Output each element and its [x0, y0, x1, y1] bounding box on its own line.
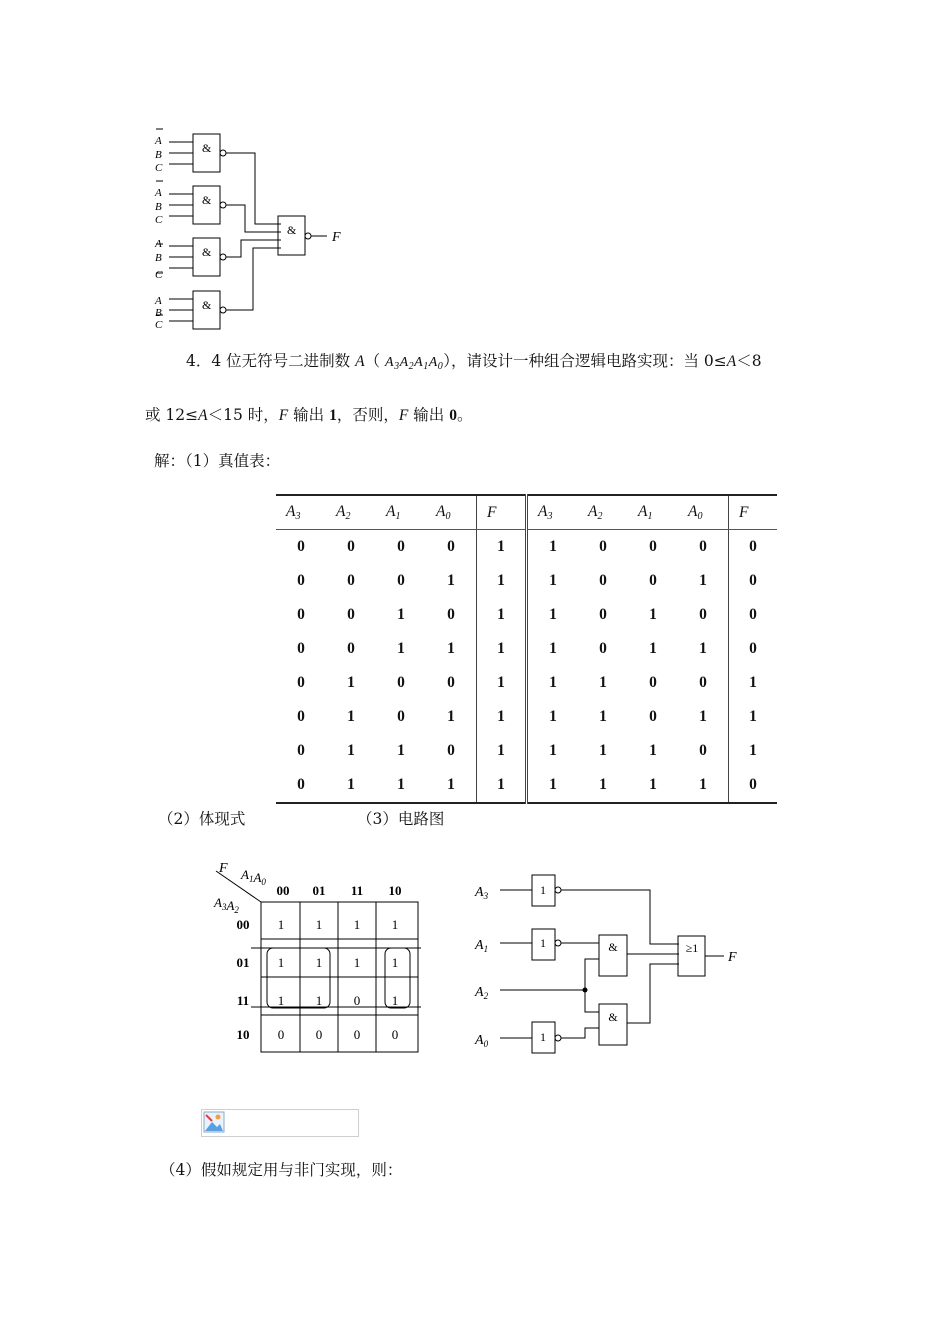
table-cell: 1	[649, 776, 657, 793]
svg-text:A: A	[155, 238, 162, 250]
header-cell: $A_0$	[426, 495, 477, 530]
table-cell: 0	[599, 538, 607, 555]
table-row	[276, 666, 777, 700]
header-cell: $A_1$	[628, 495, 678, 530]
svg-text:1: 1	[540, 1030, 546, 1044]
table-cell: 1	[477, 734, 527, 768]
kmap-cell: 0	[391, 1027, 399, 1042]
input-label: $A_1$	[475, 938, 489, 954]
kmap-col-var: $A_1A_0$	[241, 867, 266, 887]
table-cell: 1	[397, 776, 405, 793]
input-label: $A_3$	[475, 885, 489, 901]
svg-text:&: &	[202, 245, 212, 259]
table-cell: 1	[729, 666, 778, 700]
svg-text:11: 11	[350, 883, 364, 898]
table-cell: 1	[699, 572, 707, 589]
kmap-cell: 1	[315, 917, 323, 932]
table-cell: 0	[729, 768, 778, 803]
table-row	[276, 564, 777, 598]
table-cell: 1	[699, 640, 707, 657]
table-cell: 0	[649, 572, 657, 589]
table-cell: 1	[649, 606, 657, 623]
table-cell: 1	[347, 776, 355, 793]
table-cell: 1	[447, 776, 455, 793]
table-row	[276, 734, 777, 768]
kmap-row-var: $A_3A_2$	[214, 895, 239, 915]
table-cell: 0	[347, 606, 355, 623]
header-cell: $A_3$	[276, 495, 326, 530]
svg-text:&: &	[608, 1010, 618, 1024]
table-cell: 1	[649, 742, 657, 759]
table-cell: 0	[397, 708, 405, 725]
truth-table	[276, 494, 777, 804]
svg-text:C: C	[155, 269, 163, 281]
svg-text:01: 01	[236, 955, 250, 970]
header-cell: F	[477, 495, 527, 530]
table-cell: 0	[447, 606, 455, 623]
table-cell: 1	[527, 632, 579, 666]
input-label: $A_2$	[475, 985, 489, 1001]
input-label: $A_0$	[475, 1033, 489, 1049]
svg-text:A: A	[155, 295, 162, 307]
table-cell: 0	[599, 572, 607, 589]
section-4-label: （4）假如规定用与非门实现，则：	[160, 1161, 403, 1179]
table-cell: 1	[447, 640, 455, 657]
karnaugh-map	[205, 855, 430, 1060]
problem-line-1: 4．4 位无符号二进制数 A（ $A_3A_2A_1A_0$），请设计一种组合逻辑电路实现：当 0≤A＜8	[186, 352, 762, 372]
header-cell: $A_2$	[326, 495, 376, 530]
svg-text:C: C	[155, 214, 163, 226]
truth-table-header	[276, 495, 777, 530]
binary-word: $A_3A_2A_1A_0$	[385, 355, 444, 372]
kmap-cell: 1	[277, 993, 285, 1008]
svg-text:10: 10	[388, 883, 402, 898]
table-cell: 0	[297, 538, 305, 555]
table-cell: 0	[297, 674, 305, 691]
table-cell: 0	[447, 674, 455, 691]
svg-text:&: &	[202, 193, 212, 207]
svg-text:&: &	[287, 223, 297, 237]
table-row	[276, 768, 777, 803]
table-cell: 1	[729, 700, 778, 734]
kmap-cell: 1	[315, 993, 323, 1008]
table-cell: 1	[477, 666, 527, 700]
svg-text:A: A	[155, 135, 162, 147]
table-cell: 1	[527, 564, 579, 598]
kmap-cell: 1	[353, 917, 361, 932]
table-cell: 1	[527, 700, 579, 734]
svg-text:11: 11	[236, 993, 250, 1008]
section-2-label: （2）体现式	[158, 810, 246, 828]
header-cell: $A_2$	[578, 495, 628, 530]
svg-text:F: F	[332, 230, 341, 245]
kmap-cell: 1	[315, 955, 323, 970]
table-cell: 0	[297, 606, 305, 623]
section-3-label: （3）电路图	[357, 810, 445, 828]
table-cell: 0	[297, 708, 305, 725]
table-cell: 1	[477, 700, 527, 734]
kmap-cell: 1	[353, 955, 361, 970]
header-cell: $A_1$	[376, 495, 426, 530]
table-cell: 1	[397, 640, 405, 657]
table-cell: 1	[477, 598, 527, 632]
table-cell: 1	[599, 742, 607, 759]
svg-text:C: C	[155, 319, 163, 331]
table-cell: 1	[347, 742, 355, 759]
table-cell: 0	[699, 674, 707, 691]
svg-text:00: 00	[236, 917, 250, 932]
table-cell: 0	[297, 776, 305, 793]
table-cell: 0	[729, 564, 778, 598]
table-cell: 1	[447, 708, 455, 725]
table-cell: 0	[729, 598, 778, 632]
table-cell: 0	[699, 742, 707, 759]
table-cell: 0	[447, 742, 455, 759]
table-cell: 0	[649, 538, 657, 555]
nand-circuit-diagram	[145, 120, 360, 335]
table-cell: 0	[347, 640, 355, 657]
svg-text:1: 1	[540, 936, 546, 950]
svg-text:≥1: ≥1	[685, 941, 699, 955]
svg-text:F: F	[728, 950, 737, 965]
table-cell: 0	[447, 538, 455, 555]
table-cell: 1	[397, 742, 405, 759]
table-cell: 1	[447, 572, 455, 589]
table-cell: 0	[397, 572, 405, 589]
logic-circuit-diagram	[470, 860, 750, 1060]
kmap-cell: 0	[315, 1027, 323, 1042]
table-cell: 0	[347, 572, 355, 589]
table-cell: 1	[477, 530, 527, 565]
table-cell: 0	[699, 606, 707, 623]
kmap-cell: 0	[277, 1027, 285, 1042]
table-cell: 0	[599, 640, 607, 657]
table-cell: 0	[297, 640, 305, 657]
table-cell: 0	[297, 572, 305, 589]
kmap-cell: 1	[277, 917, 285, 932]
table-cell: 1	[527, 734, 579, 768]
image-placeholder	[201, 1109, 359, 1137]
header-cell: $A_3$	[527, 495, 579, 530]
table-cell: 1	[477, 768, 527, 803]
table-cell: 1	[527, 598, 579, 632]
table-row	[276, 598, 777, 632]
table-cell: 1	[729, 734, 778, 768]
table-cell: 1	[599, 708, 607, 725]
table-cell: 1	[527, 666, 579, 700]
svg-text:F: F	[219, 861, 228, 876]
kmap-cell: 0	[353, 1027, 361, 1042]
table-row	[276, 700, 777, 734]
solution-heading: 解：（1）真值表：	[154, 452, 281, 470]
header-cell: F	[729, 495, 778, 530]
table-cell: 0	[347, 538, 355, 555]
table-cell: 0	[649, 708, 657, 725]
header-cell: $A_0$	[678, 495, 729, 530]
table-cell: 0	[397, 538, 405, 555]
table-cell: 0	[397, 674, 405, 691]
table-cell: 0	[599, 606, 607, 623]
broken-image-icon	[203, 1111, 225, 1133]
svg-text:B: B	[155, 252, 162, 264]
table-cell: 1	[347, 674, 355, 691]
table-cell: 1	[477, 632, 527, 666]
svg-text:C: C	[155, 162, 163, 174]
svg-text:01: 01	[312, 883, 326, 898]
table-cell: 1	[599, 776, 607, 793]
table-cell: 0	[729, 530, 778, 565]
svg-text:B: B	[155, 307, 162, 319]
table-cell: 1	[699, 708, 707, 725]
svg-text:&: &	[608, 940, 618, 954]
table-cell: 0	[297, 742, 305, 759]
svg-text:B: B	[155, 201, 162, 213]
kmap-cell: 1	[391, 993, 399, 1008]
table-cell: 1	[699, 776, 707, 793]
svg-text:&: &	[202, 298, 212, 312]
kmap-cell: 0	[353, 993, 361, 1008]
table-cell: 1	[477, 564, 527, 598]
table-cell: 0	[729, 632, 778, 666]
problem-line-2: 或 12≤A＜15 时，F 输出 1，否则，F 输出 0。	[145, 406, 473, 424]
table-cell: 1	[397, 606, 405, 623]
svg-text:1: 1	[540, 883, 546, 897]
svg-text:&: &	[202, 141, 212, 155]
table-cell: 0	[699, 538, 707, 555]
svg-text:10: 10	[236, 1027, 250, 1042]
table-cell: 1	[527, 530, 579, 565]
table-cell: 0	[649, 674, 657, 691]
table-row	[276, 632, 777, 666]
kmap-cell: 1	[391, 917, 399, 932]
svg-text:00: 00	[276, 883, 290, 898]
kmap-cell: 1	[391, 955, 399, 970]
svg-text:B: B	[155, 149, 162, 161]
table-cell: 1	[347, 708, 355, 725]
table-cell: 1	[527, 768, 579, 803]
table-cell: 1	[599, 674, 607, 691]
table-row	[276, 530, 777, 565]
kmap-cell: 1	[277, 955, 285, 970]
svg-text:A: A	[155, 187, 162, 199]
table-cell: 1	[649, 640, 657, 657]
